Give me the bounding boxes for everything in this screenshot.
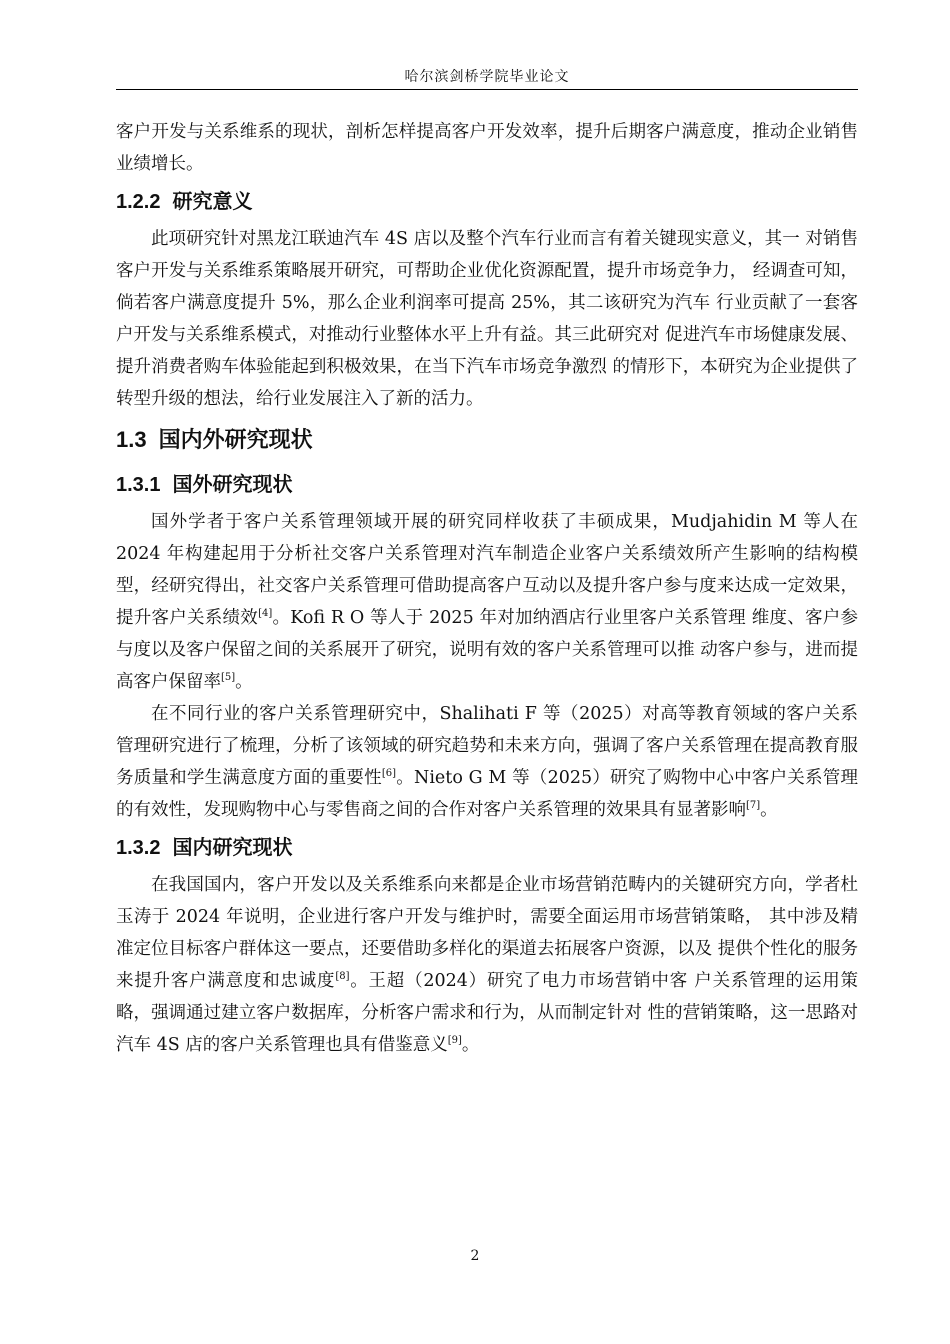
text-run: 。 — [461, 1035, 480, 1055]
page-body — [116, 116, 858, 1061]
citation-ref: [4] — [258, 608, 273, 620]
paragraph-foreign-1 — [116, 506, 858, 698]
text-run: 。王超（2024）研究了电力市场营销中客 户关系管理的运用策略，强调通过建立客户数据库，分析客户需求和行为，从而制定针对 性的营销策略，这一思路对汽车 4S 店的客户关系管理也具有借鉴意义 — [116, 971, 859, 1055]
heading-1-3-2 — [116, 826, 858, 869]
paragraph-significance: 此项研究针对黑龙江联迪汽车 4S 店以及整个汽车行业而言有着关键现实意义，其一 对销售客户开发与关系维系策略展开研究，可帮助企业优化资源配置，提升市场竞争力， 经调查可知，倘若客户满意度提升 5%，那么企业利润率可提高 25%，其二该研究为汽车 行业贡献了一套客户开发与关系维系模式，对推动行业整体水平上升有益。其三此研究对 促进汽车市场健康发展、提升消费者购车体验能起到积极效果，在当下汽车市场竞争激烈 的情形下，本研究为企业提供了转型升级的想法，给行业发展注入了新的活力。 — [116, 229, 858, 409]
heading-number: 1.2.2 — [116, 191, 161, 213]
header-rule — [116, 89, 858, 90]
heading-title: 国内外研究现状 — [158, 427, 313, 453]
heading-1-2-2 — [116, 180, 858, 223]
heading-title: 研究意义 — [172, 189, 253, 213]
paragraph-foreign-2 — [116, 698, 858, 826]
running-header: 哈尔滨剑桥学院毕业论文 — [404, 69, 570, 85]
text-run: 。Nieto G M 等（2025）研究了购物中心中客户关系管理的有效性，发现购物中心与零售商之间的合作对客户关系管理的效果具有显著影响 — [116, 768, 858, 820]
heading-number: 1.3 — [116, 427, 147, 452]
text-run: 。Kofi R O 等人于 2025 年对加纳酒店行业里客户关系管理 维度、客户参与度以及客户保留之间的关系展开了研究，说明有效的客户关系管理可以推 动客户参与，进而提高客户保留率 — [116, 608, 859, 692]
heading-title: 国外研究现状 — [172, 472, 293, 496]
heading-number: 1.3.1 — [116, 474, 161, 496]
citation-ref: [7] — [746, 800, 761, 812]
citation-ref: [8] — [335, 971, 350, 983]
citation-ref: [6] — [381, 768, 397, 780]
text-run: 。 — [760, 800, 778, 820]
heading-title: 国内研究现状 — [172, 835, 293, 859]
citation-ref: [9] — [447, 1035, 462, 1047]
citation-ref: [5] — [221, 672, 236, 684]
text-run: 在不同行业的客户关系管理研究中，Shalihati F 等（2025）对高等教育领域的客户关系管理研究进行了梳理，分析了该领域的研究趋势和未来方向，强调了客户关系管理在提高教育服务质量和学生满意度方面的重要性 — [116, 704, 858, 788]
heading-1-3-1 — [116, 463, 858, 506]
heading-number: 1.3.2 — [116, 837, 161, 859]
text-run: 在我国国内，客户开发以及关系维系向来都是企业市场营销范畴内的关键研究方向，学者杜玉涛于 2024 年说明，企业进行客户开发与维护时，需要全面运用市场营销策略， 其中涉及精准定位目标客户群体这一要点，还要借助多样化的渠道去拓展客户资源，以及 提供个性化的服务来提升客户满意度和忠诚度 — [116, 875, 858, 991]
heading-1-3 — [116, 415, 858, 463]
paragraph-domestic — [116, 869, 858, 1061]
page-number: 2 — [470, 1248, 480, 1264]
paragraph-continuation: 客户开发与关系维系的现状，剖析怎样提高客户开发效率，提升后期客户满意度，推动企业销售业绩增长。 — [116, 122, 858, 174]
text-run: 。 — [235, 672, 253, 692]
text-run: 国外学者于客户关系管理领域开展的研究同样收获了丰硕成果，Mudjahidin M 等人在 2024 年构建起用于分析社交客户关系管理对汽车制造企业客户关系绩效所产生影响的结构模型，经研究得出，社交客户关系管理可借助提高客户互动以及提升客户参与度来达成一定效果，提升客户关系绩效 — [116, 512, 858, 628]
